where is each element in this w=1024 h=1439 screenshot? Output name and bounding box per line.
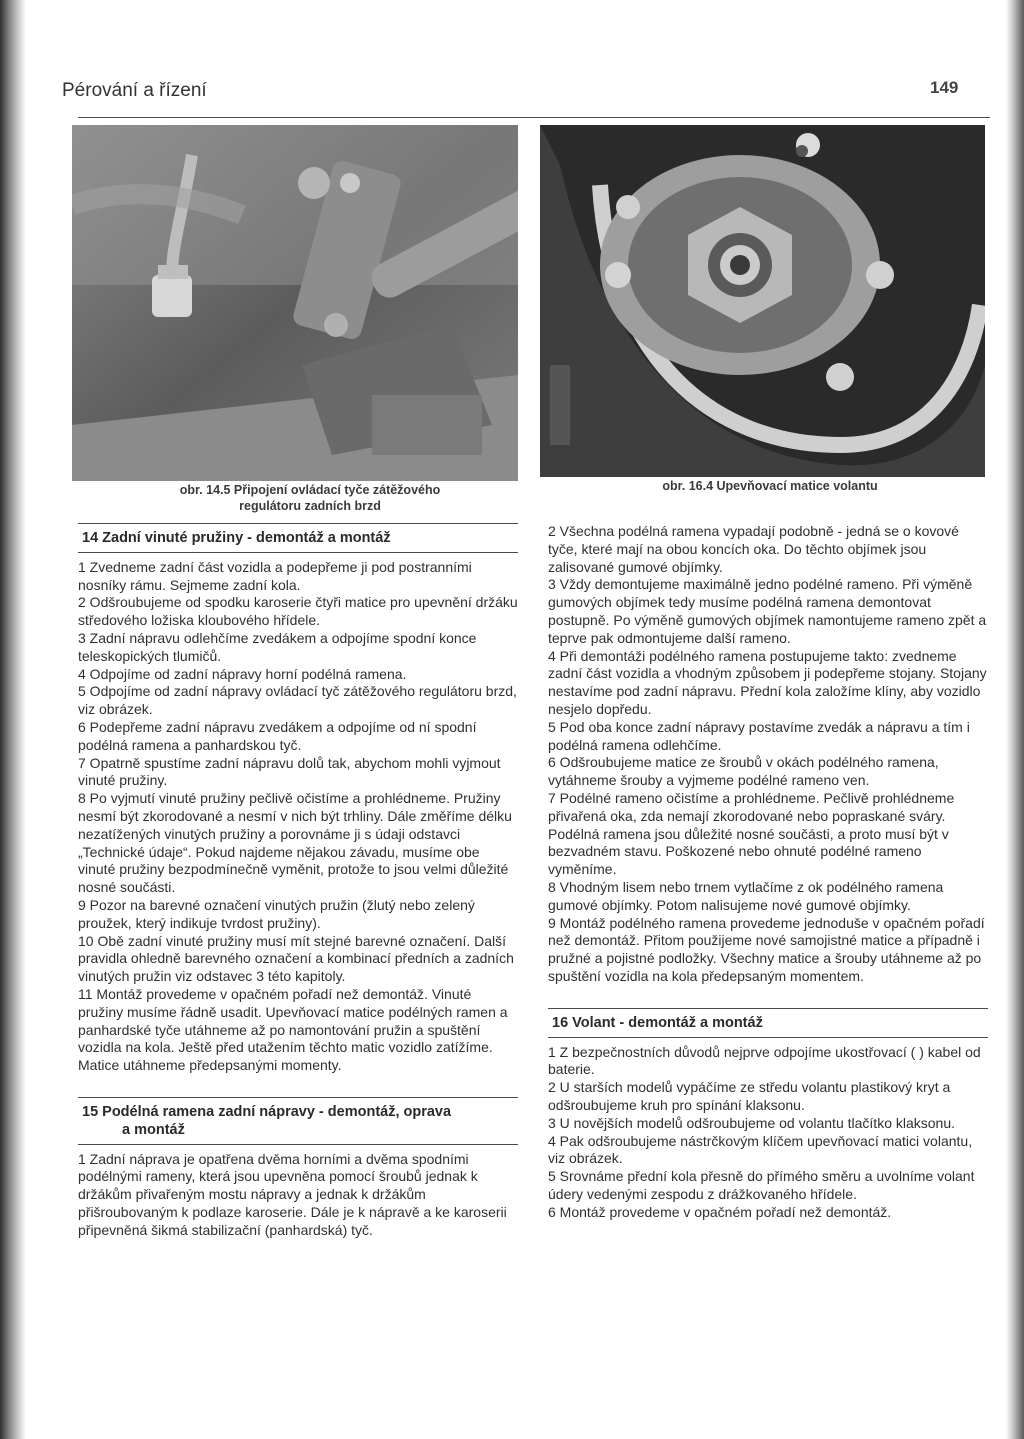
section-14-item: 4 Odpojíme od zadní nápravy horní podélná ramena.: [78, 665, 407, 682]
scan-edge-right: [1006, 0, 1024, 1439]
section-15-heading-line-1: 15 Podélná ramena zadní nápravy - demontáž, oprava: [82, 1103, 452, 1120]
section-14-item: 6 Podepřeme zadní nápravu zvedákem a odpojíme od ní spodní podélná ramena a panhardskou tyč.: [78, 718, 477, 753]
section-15-item: 6 Odšroubujeme matice ze šroubů v okách podélného ramena, vytáhneme šrouby a vyjmeme podélné rameno ven.: [548, 754, 939, 789]
section-16-item: 3 U novějších modelů odšroubujeme od volantu tlačítko klaksonu.: [548, 1114, 956, 1131]
section-15-heading-line-2: a montáž: [122, 1121, 185, 1138]
caption-line-2: regulátoru zadních brzd: [239, 499, 381, 513]
section-14-item: 1 Zvedneme zadní část vozidla a podepřeme ji pod postranními nosníky rámu. Sejmeme zadní kola.: [78, 558, 472, 593]
page-number: 149: [930, 78, 959, 97]
section-15-item: 1 Zadní náprava je opatřena dvěma horními a dvěma spodními podélnými rameny, která jsou upevněna pomocí šroubů jednak k držákům přivařeným mostu nápravy a jednak k držákům přišroubovaným k podlaze karoserie. Dále je k nápravě a ke karoserii připevněná šikmá stabilizační (panhardská) tyč.: [78, 1150, 507, 1238]
scan-edge-left: [0, 0, 26, 1439]
right-column: [548, 523, 988, 1221]
section-14-item: 5 Odpojíme od zadní nápravy ovládací tyč zátěžového regulátoru brzd, viz obrázek.: [78, 683, 517, 718]
section-15-item: 9 Montáž podélného ramena provedeme jednoduše v opačném pořadí než demontáž. Přitom použijeme nové samojistné matice a případně i pružné a pojistné podložky. Všechny matice a šrouby utáhneme až po spuštění vozidla na kola předepsaným momentem.: [548, 914, 985, 984]
section-gap: [78, 1075, 518, 1097]
section-15-heading: [78, 1097, 518, 1145]
figure-14-5-caption: [120, 482, 500, 514]
section-15-item: 2 Všechna podélná ramena vypadají podobně - jedná se o kovové tyče, které mají na obou koncích oka. Do těchto objímek jsou zalisované gumové objímky.: [548, 523, 959, 575]
section-14-item: 7 Opatrně spustíme zadní nápravu dolů tak, abychom mohli vyjmout vinuté pružiny.: [78, 754, 501, 789]
page-header-title: Pérování a řízení: [62, 80, 207, 101]
section-16-heading: 16 Volant - demontáž a montáž: [548, 1008, 988, 1038]
section-15-continued: [548, 523, 988, 986]
section-14-item: 3 Zadní nápravu odlehčíme zvedákem a odpojíme spodní konce teleskopických tlumičů.: [78, 629, 477, 664]
section-16-body: [548, 1044, 988, 1222]
caption-line-1: obr. 14.5 Připojení ovládací tyče zátěžového: [179, 483, 441, 497]
section-15-item: 4 Při demontáži podélného ramena postupujeme takto: zvedneme zadní část vozidla a vhodným způsobem ji podepřeme stojany. Stojany nestavíme pod zadní nápravu. Přední kola založíme klíny, aby vozidlo nesjelo dopředu.: [548, 647, 987, 717]
section-16-item: 2 U starších modelů vypáčíme ze středu volantu plastikový kryt a odšroubujeme kruh pro spínání klaksonu.: [548, 1079, 951, 1113]
figure-14-5-photo: [72, 125, 518, 481]
section-14-item: 9 Pozor na barevné označení vinutých pružin (žlutý nebo zelený proužek, který indikuje tvrdost pružiny).: [78, 896, 475, 931]
section-14-item: 8 Po vyjmutí vinuté pružiny pečlivě očistíme a prohlédneme. Pružiny nesmí být zkorodované a nesmí v nich být trhliny. Dále změříme délku nezatížených vinutých pružiny a porovnáme ji s údaji odstavci „Technické údaje“. Pokud najdeme nějakou závadu, musíme obe vinuté pružiny bezpodmínečně vyměnit, protože to jsou velmi důležité nosné součásti.: [78, 790, 512, 896]
section-15-item: 5 Pod oba konce zadní nápravy postavíme zvedák a nápravu a tím i podélná ramena odlehčíme.: [548, 718, 970, 753]
section-15-item: 7 Podélné rameno očistíme a prohlédneme. Pečlivě prohlédneme přivařená oka, zda nemají zkorodované nebo popraskané sváry. Podélná ramena jsou důležité nosné součásti, a proto musí být v bezvadném stavu. Poškozené nebo ohnuté podélné rameno vyměníme.: [548, 789, 955, 878]
section-14-item: 11 Montáž provedeme v opačném pořadí než demontáž. Vinuté pružiny musíme řádně usadit. Upevňovací matice podélných ramen a panhardské tyče utáhneme až po namontování pružin a spuštění vozidla na kola. Ještě před utažením těchto matic vozidlo zatížíme. Matice utáhneme předepsanými momenty.: [78, 985, 508, 1074]
section-16-item: 5 Srovnáme přední kola přesně do přímého směru a uvolníme volant údery vedenými zespodu z drážkovaného hřídele.: [548, 1168, 975, 1202]
section-14-heading: 14 Zadní vinuté pružiny - demontáž a montáž: [78, 523, 518, 553]
section-14-item: 2 Odšroubujeme od spodku karoserie čtyři matice pro upevnění držáku středového ložiska kloubového hřídele.: [78, 594, 518, 629]
left-column: [78, 523, 518, 1239]
section-16-item: 4 Pak odšroubujeme nástrčkovým klíčem upevňovací matici volantu, viz obrázek.: [548, 1132, 973, 1167]
header-rule: [78, 117, 990, 118]
section-gap: [548, 986, 988, 1008]
section-14-item: 10 Obě zadní vinuté pružiny musí mít stejné barevné označení. Další pravidla ohledně barevného označení a kombinací předních a zadních vinutých pružin viz odstavec 3 této kapitoly.: [78, 932, 514, 985]
section-14-body: [78, 559, 518, 1075]
section-16-item: 6 Montáž provedeme v opačném pořadí než demontáž.: [548, 1203, 892, 1220]
section-15-item: 8 Vhodným lisem nebo trnem vytlačíme z ok podélného ramena gumové objímky. Potom nalisujeme nové gumové objímky.: [548, 878, 944, 913]
section-15-item: 3 Vždy demontujeme maximálně jedno podélné rameno. Při výměně gumových objímek tedy musíme podélná ramena demontovat postupně. Po výměně gumových objímek namontujeme rameno zpět a teprve pak odmontujeme další rameno.: [548, 576, 987, 646]
figure-16-4-photo: [540, 125, 985, 477]
section-16-item: 1 Z bezpečnostních důvodů nejprve odpojíme ukostřovací ( ) kabel od baterie.: [548, 1043, 981, 1078]
figure-16-4-caption: obr. 16.4 Upevňovací matice volantu: [662, 479, 878, 493]
